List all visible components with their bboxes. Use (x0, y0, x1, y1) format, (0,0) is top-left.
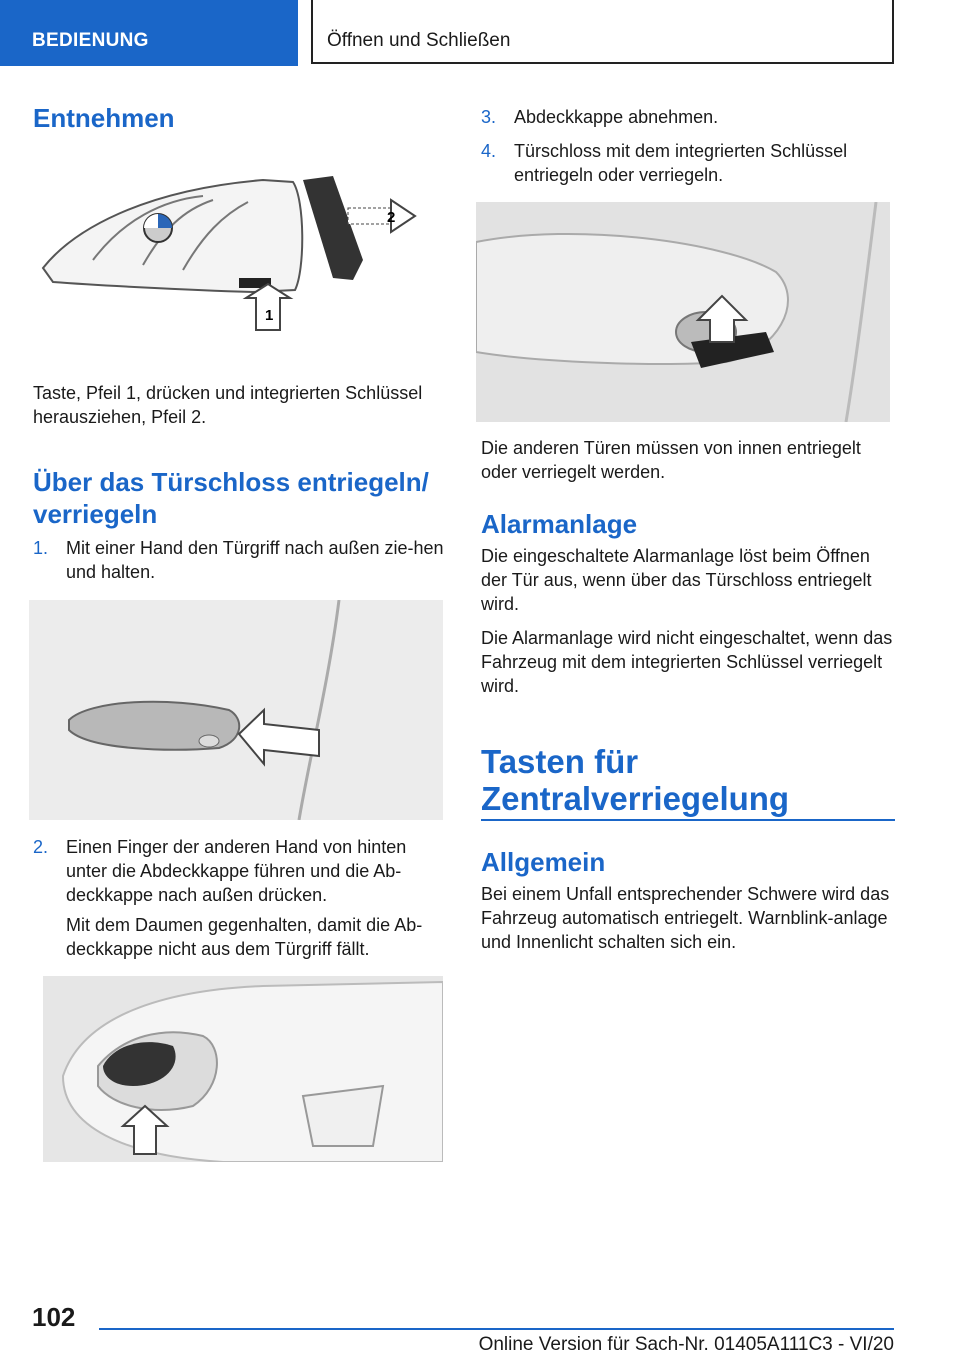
heading-tuerschloss: Über das Türschloss entriegeln/ verriegeln (33, 467, 429, 529)
heading-allgemein: Allgemein (481, 847, 606, 877)
footer-rule (99, 1328, 894, 1330)
paragraph-allgemein: Bei einem Unfall entsprechender Schwere wird das Fahrzeug automatisch entriegelt. Warnblink-anlage und Innenlicht schalten sich ein. (481, 884, 890, 952)
step-1 (33, 536, 445, 584)
step-1-number: 1. (33, 538, 49, 558)
paragraph-alarm-1: Die eingeschaltete Alarmanlage löst beim Öffnen der Tür aus, wenn über das Türschloss entriegelt wird. (481, 546, 872, 614)
header-section-label: BEDIENUNG (32, 30, 149, 51)
step-2-extra (33, 913, 445, 961)
fig1-label-1: 1 (265, 307, 274, 324)
header-title: Öffnen und Schließen (327, 30, 511, 51)
paragraph-taste: Taste, Pfeil 1, drücken und integrierten Schlüssel herausziehen, Pfeil 2. (33, 383, 423, 427)
cap-removal-figure (43, 976, 443, 1162)
door-handle-figure (29, 600, 443, 820)
header-title-box (311, 0, 894, 64)
step-2-text: Einen Finger der anderen Hand von hinten unter die Abdeckkappe führen und die Ab-deckkappe nach außen drücken. (66, 837, 407, 905)
heading-entnehmen: Entnehmen (33, 103, 175, 133)
step-4-text: Türschloss mit dem integrierten Schlüssel entriegeln oder verriegeln. (514, 141, 848, 185)
step-3 (481, 105, 895, 129)
lock-figure (476, 202, 890, 422)
step-4 (481, 139, 895, 187)
step-2-extra-text: Mit dem Daumen gegenhalten, damit die Ab-deckkappe nicht aus dem Türgriff fällt. (66, 915, 423, 959)
page-number: 102 (32, 1302, 76, 1332)
step-2 (33, 835, 445, 907)
paragraph-andere-tueren: Die anderen Türen müssen von innen entriegelt oder verriegelt werden. (481, 438, 861, 482)
key-removal-figure (33, 160, 445, 356)
step-2-number: 2. (33, 837, 49, 857)
footer-online-version: Online Version für Sach-Nr. 01405A111C3 - VI/20 (478, 1334, 894, 1355)
heading-rule (481, 819, 895, 821)
header-section-tab (0, 0, 298, 66)
step-1-text: Mit einer Hand den Türgriff nach außen zie-hen und halten. (66, 538, 444, 582)
paragraph-alarm-2: Die Alarmanlage wird nicht eingeschaltet, wenn das Fahrzeug mit dem integrierten Schlüssel verriegelt wird. (481, 628, 893, 696)
heading-tasten-zentralverriegelung: Tasten für Zentralverriegelung (481, 743, 790, 817)
step-3-number: 3. (481, 107, 497, 127)
fig1-label-2: 2 (387, 209, 396, 226)
step-4-number: 4. (481, 141, 497, 161)
heading-entnehmen-wrap (33, 102, 443, 134)
step-3-text: Abdeckkappe abnehmen. (514, 107, 719, 127)
heading-alarmanlage: Alarmanlage (481, 509, 638, 539)
